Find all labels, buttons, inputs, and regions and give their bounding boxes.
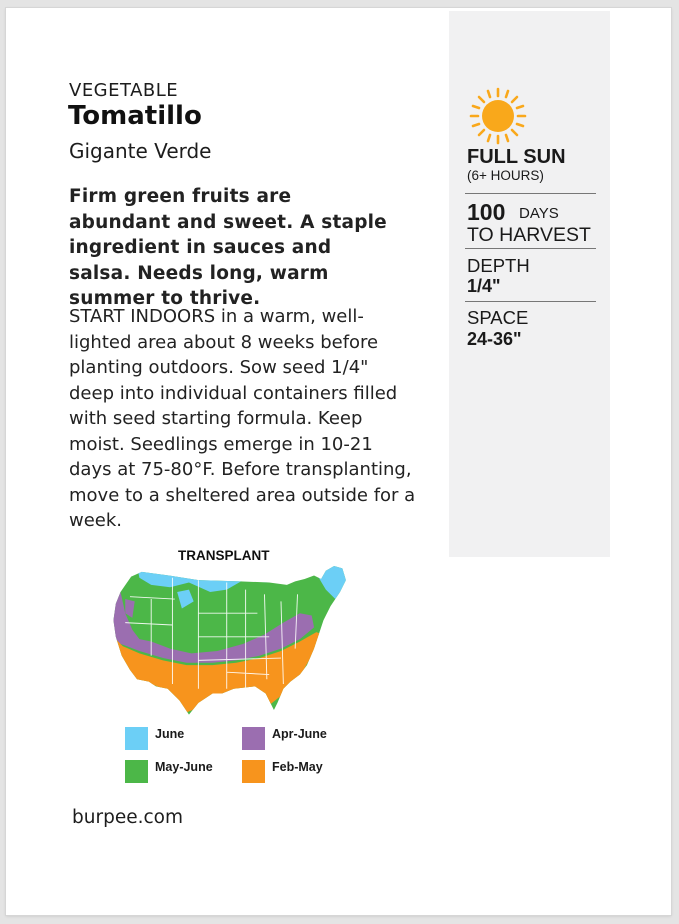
harvest-label: TO HARVEST [467, 224, 591, 246]
days-to-harvest-value: 100 [467, 199, 506, 225]
sun-hours: (6+ HOURS) [467, 168, 544, 183]
space-label: SPACE [467, 307, 529, 328]
divider [465, 301, 596, 302]
legend-label-apr-june: Apr-June [272, 727, 327, 741]
space-value: 24-36" [467, 329, 522, 349]
plant-name: Tomatillo [68, 101, 202, 131]
plant-description: Firm green fruits are abundant and sweet. A staple ingredient in sauces and salsa. Needs long, warm summer to thrive. [69, 186, 387, 309]
legend-swatch-apr-june [242, 727, 265, 750]
transplant-zone-map [92, 560, 354, 732]
legend-swatch-feb-may [242, 760, 265, 783]
website-url: burpee.com [72, 807, 183, 828]
seed-packet-back [6, 8, 671, 915]
depth-value: 1/4" [467, 276, 501, 296]
divider [465, 248, 596, 249]
plant-variety: Gigante Verde [69, 139, 212, 163]
legend-label-may-june: May-June [155, 760, 213, 774]
sun-icon [469, 87, 527, 145]
map-title: TRANSPLANT [178, 548, 270, 563]
legend-swatch-may-june [125, 760, 148, 783]
legend-label-feb-may: Feb-May [272, 760, 323, 774]
legend-swatch-june [125, 727, 148, 750]
legend-label-june: June [155, 727, 185, 741]
plant-category: VEGETABLE [69, 80, 179, 101]
depth-label: DEPTH [467, 255, 530, 276]
divider [465, 193, 596, 194]
days-label: DAYS [519, 205, 559, 222]
growing-info-sidebar [449, 11, 610, 557]
sun-requirement: FULL SUN [467, 146, 566, 168]
planting-directions: START INDOORS in a warm, well-lighted area about 8 weeks before planting outdoors. Sow seed 1/4" deep into individual containers filled with seed starting formula. Keep moist. Seedlings emerge in 10-21 days at 75-80°F. Before transplanting, move to a sheltered area outside for a week. [69, 306, 416, 531]
